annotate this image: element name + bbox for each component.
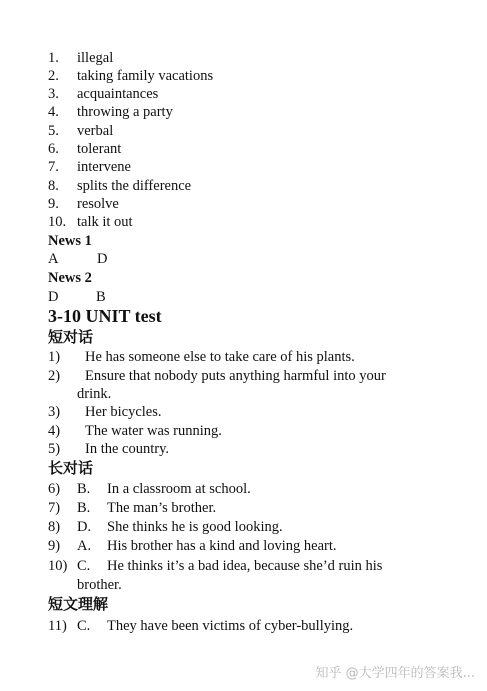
list-item — [48, 177, 192, 195]
short-dialog-heading: 短对话 — [48, 328, 94, 346]
list-item — [48, 557, 383, 575]
list-item — [48, 67, 214, 85]
list-item — [48, 499, 217, 517]
item-number: 8. — [48, 178, 59, 194]
item-number: 11) — [48, 618, 67, 634]
item-number: 7) — [48, 500, 61, 516]
item-text: talk it out — [77, 214, 133, 230]
item-number: 5) — [48, 441, 61, 457]
list-item — [48, 480, 251, 498]
item-text: She thinks he is good looking. — [107, 519, 283, 535]
item-text: intervene — [77, 159, 131, 175]
item-number: 5. — [48, 123, 59, 139]
item-number: 1. — [48, 50, 59, 66]
answer-choice: C. — [77, 618, 91, 634]
list-item — [48, 103, 173, 121]
item-number: 2) — [48, 368, 61, 384]
item-text: taking family vacations — [77, 68, 214, 84]
answer: B — [96, 289, 106, 305]
reading-heading: 短文理解 — [48, 595, 109, 613]
item-text: His brother has a kind and loving heart. — [107, 538, 337, 554]
item-number: 7. — [48, 159, 59, 175]
item-number: 9) — [48, 538, 61, 554]
item-number: 1) — [48, 349, 61, 365]
item-text: acquaintances — [77, 86, 159, 102]
list-item — [48, 518, 283, 536]
long-dialog-heading: 长对话 — [48, 459, 94, 477]
list-item — [48, 367, 386, 385]
answer: D — [48, 289, 59, 305]
item-text: illegal — [77, 50, 114, 66]
item-number: 8) — [48, 519, 61, 535]
watermark: 知乎 @大学四年的答案我... — [315, 666, 475, 681]
answer-choice: A. — [77, 538, 92, 554]
item-text: Her bicycles. — [85, 404, 162, 420]
list-item — [48, 122, 114, 140]
list-item — [48, 403, 162, 421]
item-text-continued: brother. — [77, 577, 122, 593]
item-text: Ensure that nobody puts anything harmful into your — [85, 368, 386, 384]
item-text: The man’s brother. — [107, 500, 217, 516]
item-text: splits the difference — [77, 178, 192, 194]
list-item — [48, 140, 122, 158]
unit-title: 3-10 UNIT test — [48, 306, 162, 326]
list-item — [48, 85, 159, 103]
item-text: verbal — [77, 123, 114, 139]
list-item — [48, 617, 354, 635]
item-text: throwing a party — [77, 104, 173, 120]
answer-choice: D. — [77, 519, 92, 535]
item-text: In the country. — [85, 441, 170, 457]
list-item — [48, 348, 355, 366]
news2-answers — [48, 288, 106, 306]
item-text: tolerant — [77, 141, 122, 157]
answer-choice: B. — [77, 500, 91, 516]
item-number: 9. — [48, 196, 59, 212]
list-item — [48, 195, 119, 213]
news1-heading: News 1 — [48, 233, 92, 249]
answer-choice: C. — [77, 558, 91, 574]
list-item — [48, 158, 131, 176]
answer: D — [97, 251, 108, 267]
item-number: 4. — [48, 104, 59, 120]
list-item — [48, 537, 337, 555]
item-number: 10. — [48, 214, 67, 230]
item-text: In a classroom at school. — [107, 481, 251, 497]
list-item — [48, 422, 222, 440]
item-text: He thinks it’s a bad idea, because she’d ruin his — [107, 558, 383, 574]
answer-choice: B. — [77, 481, 91, 497]
item-text-continued: drink. — [77, 386, 112, 402]
list-item — [48, 213, 133, 231]
item-text: resolve — [77, 196, 119, 212]
item-text: They have been victims of cyber-bullying. — [107, 618, 354, 634]
item-number: 4) — [48, 423, 61, 439]
item-text: The water was running. — [85, 423, 222, 439]
item-text: He has someone else to take care of his plants. — [85, 349, 355, 365]
answer: A — [48, 251, 59, 267]
item-number: 6. — [48, 141, 59, 157]
list-item — [48, 440, 170, 458]
item-number: 3) — [48, 404, 61, 420]
item-number: 2. — [48, 68, 59, 84]
list-item — [48, 49, 114, 67]
item-number: 3. — [48, 86, 59, 102]
item-number: 10) — [48, 558, 68, 574]
news2-heading: News 2 — [48, 270, 92, 286]
item-number: 6) — [48, 481, 61, 497]
news1-answers — [48, 250, 108, 268]
